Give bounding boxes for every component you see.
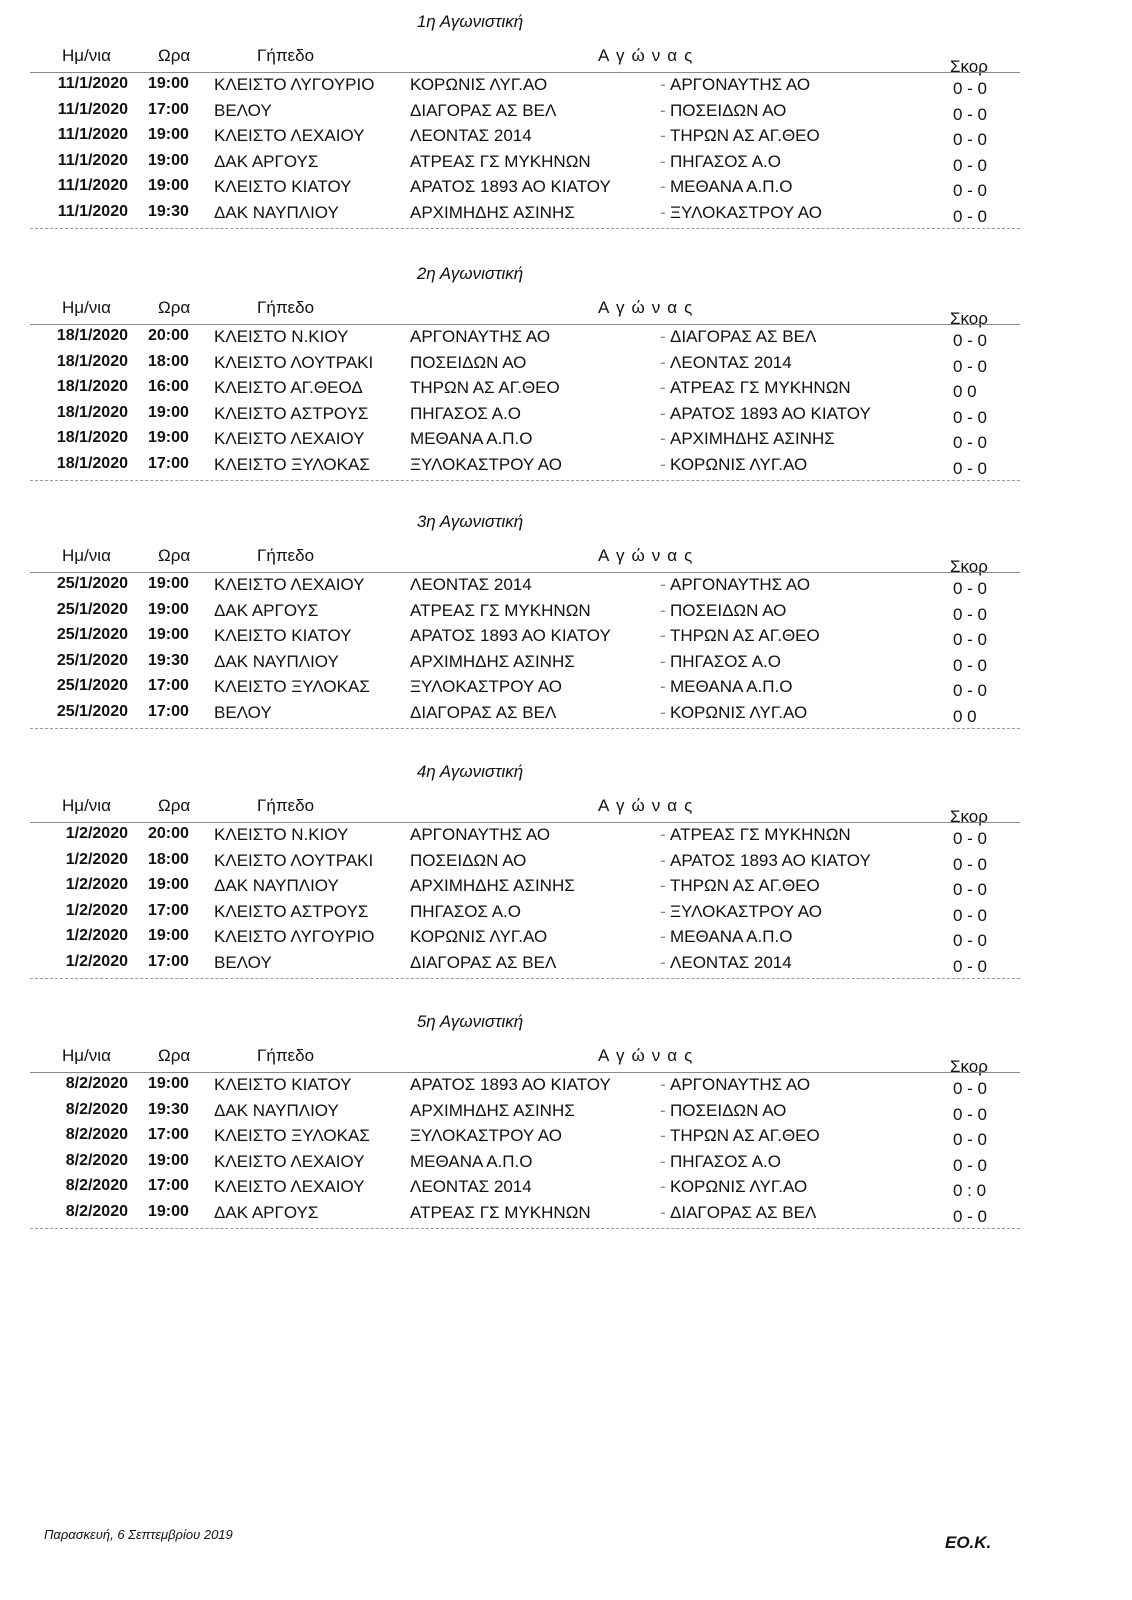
- match-date: 18/1/2020: [56, 429, 128, 446]
- match-score: 0 - 0: [953, 931, 988, 950]
- header-venue: Γήπεδο: [257, 1046, 315, 1065]
- match-date: 11/1/2020: [57, 177, 128, 194]
- match-time: 19:30: [148, 651, 189, 669]
- away-team: ΜΕΘΑΝΑ Α.Π.Ο: [670, 677, 793, 696]
- header-match: Αγώνας: [598, 46, 700, 65]
- match-score: 0 - 0: [953, 655, 988, 675]
- away-team: ΠΗΓΑΣΟΣ Α.Ο: [670, 651, 782, 671]
- away-team: ΠΟΣΕΙΔΩΝ ΑΟ: [670, 600, 787, 620]
- match-row: [0, 625, 1132, 651]
- match-separator: -: [660, 1075, 666, 1094]
- home-team: ΑΡΧΙΜΗΔΗΣ ΑΣΙΝΗΣ: [410, 1100, 575, 1120]
- match-time: 19:00: [148, 75, 189, 92]
- match-score: 0 - 0: [953, 206, 988, 226]
- match-separator: -: [660, 575, 666, 594]
- away-team: ΚΟΡΩΝΙΣ ΛΥΓ.ΑΟ: [670, 1177, 808, 1196]
- header-score: Σκορ: [950, 807, 988, 826]
- match-score: 0 - 0: [953, 630, 988, 649]
- match-separator: -: [660, 75, 666, 94]
- match-date: 1/2/2020: [65, 850, 128, 868]
- match-time: 19:00: [148, 876, 189, 893]
- home-team: ΑΡΓΟΝΑΥΤΗΣ ΑΟ: [410, 327, 551, 346]
- match-venue: ΚΛΕΙΣΤΟ ΚΙΑΤΟΥ: [214, 626, 352, 645]
- match-date: 8/2/2020: [65, 1151, 128, 1169]
- match-score: 0 - 0: [953, 905, 988, 925]
- match-time: 19:30: [148, 1100, 189, 1118]
- match-score: 0 : 0: [953, 1181, 987, 1200]
- match-row: [0, 1074, 1132, 1100]
- round-title: 5η Αγωνιστική: [416, 1012, 524, 1031]
- round-section: [0, 264, 1132, 509]
- match-score: 0 0: [953, 382, 977, 401]
- header-rule: [30, 572, 1020, 573]
- match-date: 18/1/2020: [56, 352, 128, 370]
- match-time: 19:00: [148, 151, 189, 169]
- header-match: Αγώνας: [598, 796, 700, 815]
- match-venue: ΚΛΕΙΣΤΟ Ν.ΚΙΟΥ: [214, 327, 349, 346]
- match-separator: -: [660, 651, 666, 671]
- header-rule: [30, 822, 1020, 823]
- header-score: Σκορ: [950, 57, 988, 76]
- home-team: ΑΡΧΙΜΗΔΗΣ ΑΣΙΝΗΣ: [410, 876, 575, 895]
- match-date: 8/2/2020: [65, 1177, 128, 1194]
- match-date: 11/1/2020: [57, 100, 128, 118]
- match-venue: ΚΛΕΙΣΤΟ ΑΣΤΡΟΥΣ: [214, 403, 369, 423]
- match-venue: ΚΛΕΙΣΤΟ ΛΕΧΑΙΟΥ: [214, 126, 365, 145]
- match-date: 25/1/2020: [56, 702, 128, 720]
- match-venue: ΔΑΚ ΝΑΥΠΛΙΟΥ: [214, 876, 339, 895]
- match-score: 0 - 0: [953, 854, 988, 874]
- match-date: 11/1/2020: [57, 151, 128, 169]
- away-team: ΑΤΡΕΑΣ ΓΣ ΜΥΚΗΝΩΝ: [670, 378, 851, 397]
- header-rule: [30, 72, 1020, 73]
- match-time: 20:00: [148, 327, 189, 344]
- away-team: ΚΟΡΩΝΙΣ ΛΥΓ.ΑΟ: [670, 454, 808, 474]
- match-time: 19:00: [148, 1075, 189, 1092]
- match-row: [0, 952, 1132, 978]
- match-separator: -: [660, 901, 666, 921]
- match-venue: ΚΛΕΙΣΤΟ ΞΥΛΟΚΑΣ: [214, 1126, 370, 1145]
- match-score: 0 - 0: [953, 880, 988, 899]
- round-title: 1η Αγωνιστική: [416, 12, 524, 31]
- match-score: 0 - 0: [953, 1079, 988, 1098]
- match-separator: -: [660, 600, 666, 620]
- match-venue: ΚΛΕΙΣΤΟ ΛΥΓΟΥΡΙΟ: [214, 927, 375, 946]
- round-section: [0, 512, 1132, 757]
- home-team: ΜΕΘΑΝΑ Α.Π.Ο: [410, 1151, 533, 1171]
- round-end-rule: [30, 978, 1020, 979]
- match-time: 20:00: [148, 825, 189, 842]
- match-row: [0, 702, 1132, 728]
- match-date: 11/1/2020: [57, 126, 128, 143]
- match-separator: -: [660, 177, 666, 196]
- match-venue: ΚΛΕΙΣΤΟ ΞΥΛΟΚΑΣ: [214, 454, 370, 474]
- match-row: [0, 850, 1132, 876]
- match-score: 0 - 0: [953, 604, 988, 624]
- match-separator: -: [660, 202, 666, 222]
- match-date: 25/1/2020: [56, 600, 128, 618]
- match-row: [0, 651, 1132, 677]
- match-venue: ΚΛΕΙΣΤΟ ΛΕΧΑΙΟΥ: [214, 1177, 365, 1196]
- match-row: [0, 901, 1132, 927]
- match-venue: ΒΕΛΟΥ: [214, 100, 272, 120]
- match-date: 18/1/2020: [56, 403, 128, 421]
- match-row: [0, 403, 1132, 429]
- match-row: [0, 1125, 1132, 1151]
- match-score: 0 - 0: [953, 130, 988, 149]
- match-separator: -: [660, 626, 666, 645]
- match-list: [0, 824, 1132, 977]
- header-rule: [30, 324, 1020, 325]
- home-team: ΔΙΑΓΟΡΑΣ ΑΣ ΒΕΛ: [410, 702, 557, 722]
- match-list: [0, 326, 1132, 479]
- match-time: 19:00: [148, 575, 189, 592]
- match-time: 17:00: [148, 677, 189, 694]
- match-list: [0, 74, 1132, 227]
- match-score: 0 - 0: [953, 331, 988, 350]
- match-score: 0 - 0: [953, 356, 988, 376]
- match-date: 25/1/2020: [56, 575, 128, 592]
- print-date: Παρασκευή, 6 Σεπτεμβρίου 2019: [44, 1527, 233, 1542]
- away-team: ΛΕΟΝΤΑΣ 2014: [670, 352, 792, 372]
- match-score: 0 - 0: [953, 956, 988, 976]
- match-separator: -: [660, 151, 666, 171]
- match-venue: ΚΛΕΙΣΤΟ ΛΕΧΑΙΟΥ: [214, 429, 365, 448]
- match-row: [0, 1202, 1132, 1228]
- match-separator: -: [660, 100, 666, 120]
- away-team: ΠΟΣΕΙΔΩΝ ΑΟ: [670, 1100, 787, 1120]
- match-row: [0, 100, 1132, 126]
- match-venue: ΚΛΕΙΣΤΟ ΑΓ.ΘΕΟΔ: [214, 378, 363, 397]
- match-row: [0, 926, 1132, 952]
- match-time: 17:00: [148, 100, 189, 118]
- away-team: ΑΡΑΤΟΣ 1893 ΑΟ ΚΙΑΤΟΥ: [670, 850, 871, 870]
- match-row: [0, 151, 1132, 177]
- match-list: [0, 1074, 1132, 1227]
- match-date: 1/2/2020: [65, 876, 128, 893]
- match-row: [0, 875, 1132, 901]
- match-separator: -: [660, 850, 666, 870]
- away-team: ΤΗΡΩΝ ΑΣ ΑΓ.ΘΕΟ: [670, 876, 820, 895]
- match-time: 17:00: [148, 1126, 189, 1143]
- home-team: ΑΤΡΕΑΣ ΓΣ ΜΥΚΗΝΩΝ: [410, 151, 591, 171]
- match-row: [0, 377, 1132, 403]
- match-time: 18:00: [148, 352, 189, 370]
- match-score: 0 - 0: [953, 155, 988, 175]
- round-title: 4η Αγωνιστική: [416, 762, 524, 781]
- round-title: 2η Αγωνιστική: [416, 264, 524, 283]
- match-score: 0 - 0: [953, 407, 988, 427]
- home-team: ΠΗΓΑΣΟΣ Α.Ο: [410, 901, 522, 921]
- match-time: 18:00: [148, 850, 189, 868]
- match-separator: -: [660, 927, 666, 946]
- match-score: 0 - 0: [953, 104, 988, 124]
- match-time: 17:00: [148, 702, 189, 720]
- match-separator: -: [660, 1126, 666, 1145]
- match-score: 0 - 0: [953, 1130, 988, 1149]
- match-date: 18/1/2020: [56, 454, 128, 472]
- organization-mark: ΕΟ.Κ.: [945, 1533, 992, 1552]
- away-team: ΠΟΣΕΙΔΩΝ ΑΟ: [670, 100, 787, 120]
- header-score: Σκορ: [950, 1057, 988, 1076]
- header-venue: Γήπεδο: [257, 46, 315, 65]
- match-score: 0 - 0: [953, 458, 988, 478]
- header-match: Αγώνας: [598, 1046, 700, 1065]
- match-time: 19:00: [148, 1151, 189, 1169]
- match-time: 17:00: [148, 454, 189, 472]
- match-date: 18/1/2020: [56, 378, 128, 395]
- away-team: ΔΙΑΓΟΡΑΣ ΑΣ ΒΕΛ: [670, 1202, 817, 1222]
- match-time: 19:00: [148, 177, 189, 194]
- away-team: ΛΕΟΝΤΑΣ 2014: [670, 952, 792, 972]
- home-team: ΑΤΡΕΑΣ ΓΣ ΜΥΚΗΝΩΝ: [410, 1202, 591, 1222]
- match-venue: ΚΛΕΙΣΤΟ ΚΙΑΤΟΥ: [214, 177, 352, 196]
- round-end-rule: [30, 480, 1020, 481]
- home-team: ΔΙΑΓΟΡΑΣ ΑΣ ΒΕΛ: [410, 952, 557, 972]
- match-date: 8/2/2020: [65, 1100, 128, 1118]
- round-section: [0, 1012, 1132, 1257]
- match-row: [0, 74, 1132, 100]
- match-separator: -: [660, 352, 666, 372]
- match-time: 19:00: [148, 403, 189, 421]
- match-time: 17:00: [148, 1177, 189, 1194]
- match-venue: ΚΛΕΙΣΤΟ ΑΣΤΡΟΥΣ: [214, 901, 369, 921]
- match-separator: -: [660, 327, 666, 346]
- match-list: [0, 574, 1132, 727]
- header-time: Ωρα: [158, 546, 191, 565]
- match-date: 1/2/2020: [65, 927, 128, 944]
- match-date: 1/2/2020: [65, 952, 128, 970]
- away-team: ΔΙΑΓΟΡΑΣ ΑΣ ΒΕΛ: [670, 327, 817, 346]
- away-team: ΑΤΡΕΑΣ ΓΣ ΜΥΚΗΝΩΝ: [670, 825, 851, 844]
- home-team: ΞΥΛΟΚΑΣΤΡΟΥ ΑΟ: [410, 1126, 562, 1145]
- match-time: 19:00: [148, 126, 189, 143]
- match-date: 1/2/2020: [65, 901, 128, 919]
- home-team: ΠΗΓΑΣΟΣ Α.Ο: [410, 403, 522, 423]
- match-row: [0, 1100, 1132, 1126]
- match-row: [0, 1151, 1132, 1177]
- home-team: ΠΟΣΕΙΔΩΝ ΑΟ: [410, 850, 527, 870]
- match-time: 16:00: [148, 378, 189, 395]
- match-separator: -: [660, 403, 666, 423]
- match-time: 19:00: [148, 927, 189, 944]
- header-time: Ωρα: [158, 46, 191, 65]
- home-team: ΑΡΑΤΟΣ 1893 ΑΟ ΚΙΑΤΟΥ: [410, 626, 611, 645]
- away-team: ΤΗΡΩΝ ΑΣ ΑΓ.ΘΕΟ: [670, 626, 820, 645]
- match-row: [0, 454, 1132, 480]
- match-date: 25/1/2020: [56, 626, 128, 643]
- home-team: ΛΕΟΝΤΑΣ 2014: [410, 575, 532, 594]
- match-venue: ΚΛΕΙΣΤΟ ΞΥΛΟΚΑΣ: [214, 677, 370, 696]
- match-time: 19:00: [148, 1202, 189, 1220]
- match-venue: ΒΕΛΟΥ: [214, 702, 272, 722]
- match-date: 11/1/2020: [57, 75, 128, 92]
- match-separator: -: [660, 677, 666, 696]
- match-venue: ΚΛΕΙΣΤΟ ΚΙΑΤΟΥ: [214, 1075, 352, 1094]
- away-team: ΜΕΘΑΝΑ Α.Π.Ο: [670, 177, 793, 196]
- match-separator: -: [660, 378, 666, 397]
- match-venue: ΔΑΚ ΑΡΓΟΥΣ: [214, 600, 319, 620]
- match-venue: ΚΛΕΙΣΤΟ ΛΥΓΟΥΡΙΟ: [214, 75, 375, 94]
- home-team: ΚΟΡΩΝΙΣ ΛΥΓ.ΑΟ: [410, 75, 548, 94]
- match-date: 8/2/2020: [65, 1202, 128, 1220]
- away-team: ΑΡΓΟΝΑΥΤΗΣ ΑΟ: [670, 75, 811, 94]
- header-match: Αγώνας: [598, 298, 700, 317]
- home-team: ΑΤΡΕΑΣ ΓΣ ΜΥΚΗΝΩΝ: [410, 600, 591, 620]
- match-separator: -: [660, 1202, 666, 1222]
- away-team: ΠΗΓΑΣΟΣ Α.Ο: [670, 151, 782, 171]
- match-row: [0, 428, 1132, 454]
- match-time: 19:00: [148, 626, 189, 643]
- round-section: [0, 12, 1132, 257]
- match-row: [0, 176, 1132, 202]
- match-venue: ΚΛΕΙΣΤΟ ΛΟΥΤΡΑΚΙ: [214, 850, 374, 870]
- match-venue: ΚΛΕΙΣΤΟ ΛΕΧΑΙΟΥ: [214, 1151, 365, 1171]
- match-row: [0, 202, 1132, 228]
- match-row: [0, 352, 1132, 378]
- match-time: 19:00: [148, 429, 189, 446]
- home-team: ΑΡΧΙΜΗΔΗΣ ΑΣΙΝΗΣ: [410, 202, 575, 222]
- match-separator: -: [660, 825, 666, 844]
- round-section: [0, 762, 1132, 1007]
- match-date: 25/1/2020: [56, 651, 128, 669]
- away-team: ΑΡΧΙΜΗΔΗΣ ΑΣΙΝΗΣ: [670, 429, 835, 448]
- header-score: Σκορ: [950, 557, 988, 576]
- match-time: 19:00: [148, 600, 189, 618]
- away-team: ΞΥΛΟΚΑΣΤΡΟΥ ΑΟ: [670, 202, 822, 222]
- match-venue: ΔΑΚ ΑΡΓΟΥΣ: [214, 151, 319, 171]
- match-row: [0, 600, 1132, 626]
- match-separator: -: [660, 1100, 666, 1120]
- home-team: ΑΡΑΤΟΣ 1893 ΑΟ ΚΙΑΤΟΥ: [410, 1075, 611, 1094]
- match-score: 0 - 0: [953, 181, 988, 200]
- match-row: [0, 125, 1132, 151]
- match-score: 0 - 0: [953, 1104, 988, 1124]
- match-score: 0 - 0: [953, 1206, 988, 1226]
- away-team: ΑΡΓΟΝΑΥΤΗΣ ΑΟ: [670, 575, 811, 594]
- home-team: ΞΥΛΟΚΑΣΤΡΟΥ ΑΟ: [410, 677, 562, 696]
- header-venue: Γήπεδο: [257, 298, 315, 317]
- match-venue: ΒΕΛΟΥ: [214, 952, 272, 972]
- header-date: Ημ/νια: [62, 298, 111, 317]
- match-venue: ΔΑΚ ΝΑΥΠΛΙΟΥ: [214, 1100, 339, 1120]
- round-end-rule: [30, 228, 1020, 229]
- match-separator: -: [660, 876, 666, 895]
- match-score: 0 - 0: [953, 681, 988, 700]
- match-venue: ΚΛΕΙΣΤΟ ΛΟΥΤΡΑΚΙ: [214, 352, 374, 372]
- match-score: 0 - 0: [953, 1155, 988, 1175]
- header-score: Σκορ: [950, 309, 988, 328]
- match-separator: -: [660, 429, 666, 448]
- match-separator: -: [660, 952, 666, 972]
- home-team: ΔΙΑΓΟΡΑΣ ΑΣ ΒΕΛ: [410, 100, 557, 120]
- round-title: 3η Αγωνιστική: [416, 512, 524, 531]
- away-team: ΠΗΓΑΣΟΣ Α.Ο: [670, 1151, 782, 1171]
- match-row: [0, 326, 1132, 352]
- round-end-rule: [30, 1228, 1020, 1229]
- header-date: Ημ/νια: [62, 796, 111, 815]
- home-team: ΜΕΘΑΝΑ Α.Π.Ο: [410, 429, 533, 448]
- match-score: 0 - 0: [953, 79, 988, 98]
- match-separator: -: [660, 702, 666, 722]
- header-venue: Γήπεδο: [257, 796, 315, 815]
- away-team: ΑΡΓΟΝΑΥΤΗΣ ΑΟ: [670, 1075, 811, 1094]
- away-team: ΤΗΡΩΝ ΑΣ ΑΓ.ΘΕΟ: [670, 126, 820, 145]
- match-venue: ΔΑΚ ΝΑΥΠΛΙΟΥ: [214, 202, 339, 222]
- match-venue: ΔΑΚ ΝΑΥΠΛΙΟΥ: [214, 651, 339, 671]
- match-venue: ΚΛΕΙΣΤΟ Ν.ΚΙΟΥ: [214, 825, 349, 844]
- home-team: ΚΟΡΩΝΙΣ ΛΥΓ.ΑΟ: [410, 927, 548, 946]
- home-team: ΑΡΑΤΟΣ 1893 ΑΟ ΚΙΑΤΟΥ: [410, 177, 611, 196]
- match-score: 0 - 0: [953, 579, 988, 598]
- match-date: 8/2/2020: [65, 1075, 128, 1092]
- header-time: Ωρα: [158, 796, 191, 815]
- away-team: ΤΗΡΩΝ ΑΣ ΑΓ.ΘΕΟ: [670, 1126, 820, 1145]
- match-row: [0, 574, 1132, 600]
- match-venue: ΔΑΚ ΑΡΓΟΥΣ: [214, 1202, 319, 1222]
- match-date: 11/1/2020: [57, 202, 128, 220]
- home-team: ΑΡΧΙΜΗΔΗΣ ΑΣΙΝΗΣ: [410, 651, 575, 671]
- header-venue: Γήπεδο: [257, 546, 315, 565]
- header-date: Ημ/νια: [62, 46, 111, 65]
- header-date: Ημ/νια: [62, 546, 111, 565]
- away-team: ΞΥΛΟΚΑΣΤΡΟΥ ΑΟ: [670, 901, 822, 921]
- match-row: [0, 676, 1132, 702]
- match-date: 18/1/2020: [56, 327, 128, 344]
- match-time: 19:30: [148, 202, 189, 220]
- header-time: Ωρα: [158, 298, 191, 317]
- match-time: 17:00: [148, 952, 189, 970]
- match-venue: ΚΛΕΙΣΤΟ ΛΕΧΑΙΟΥ: [214, 575, 365, 594]
- home-team: ΞΥΛΟΚΑΣΤΡΟΥ ΑΟ: [410, 454, 562, 474]
- home-team: ΛΕΟΝΤΑΣ 2014: [410, 126, 532, 145]
- away-team: ΜΕΘΑΝΑ Α.Π.Ο: [670, 927, 793, 946]
- match-time: 17:00: [148, 901, 189, 919]
- match-score: 0 - 0: [953, 829, 988, 848]
- match-separator: -: [660, 454, 666, 474]
- match-score: 0 - 0: [953, 433, 988, 452]
- header-rule: [30, 1072, 1020, 1073]
- home-team: ΤΗΡΩΝ ΑΣ ΑΓ.ΘΕΟ: [410, 378, 560, 397]
- match-date: 1/2/2020: [65, 825, 128, 842]
- match-row: [0, 824, 1132, 850]
- header-time: Ωρα: [158, 1046, 191, 1065]
- header-date: Ημ/νια: [62, 1046, 111, 1065]
- away-team: ΚΟΡΩΝΙΣ ΛΥΓ.ΑΟ: [670, 702, 808, 722]
- match-score: 0 0: [953, 706, 977, 726]
- match-date: 8/2/2020: [65, 1126, 128, 1143]
- home-team: ΠΟΣΕΙΔΩΝ ΑΟ: [410, 352, 527, 372]
- match-separator: -: [660, 1151, 666, 1171]
- home-team: ΑΡΓΟΝΑΥΤΗΣ ΑΟ: [410, 825, 551, 844]
- match-separator: -: [660, 126, 666, 145]
- away-team: ΑΡΑΤΟΣ 1893 ΑΟ ΚΙΑΤΟΥ: [670, 403, 871, 423]
- home-team: ΛΕΟΝΤΑΣ 2014: [410, 1177, 532, 1196]
- header-match: Αγώνας: [598, 546, 700, 565]
- round-end-rule: [30, 728, 1020, 729]
- match-separator: -: [660, 1177, 666, 1196]
- match-row: [0, 1176, 1132, 1202]
- match-date: 25/1/2020: [56, 677, 128, 694]
